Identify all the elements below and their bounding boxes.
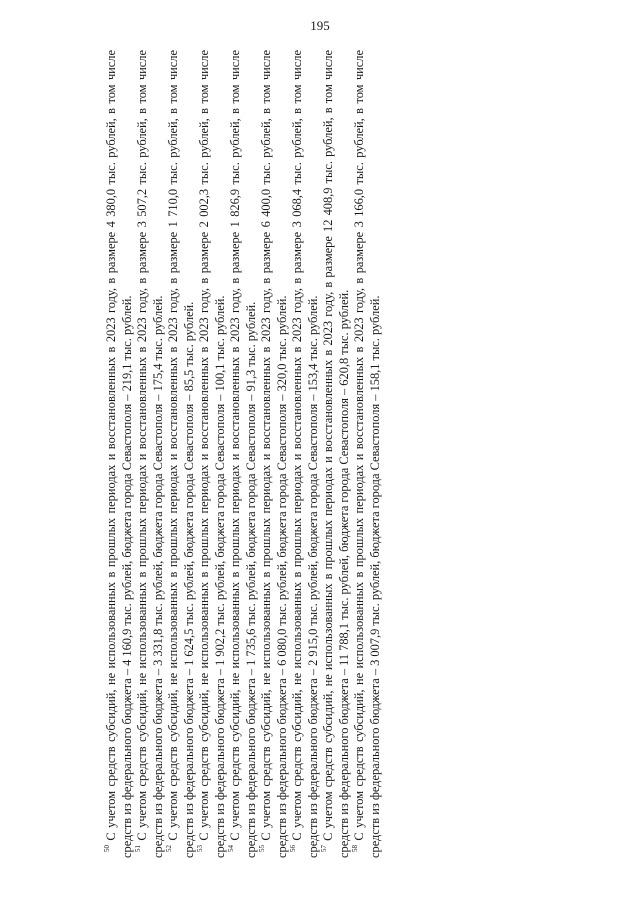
footnote-text: С учетом средств субсидий, не использованных в прошлых периодах и восстановленных в 2023 году, в размере 3 166,0 тыс. рублей, в том числе средств из федерального бюджета – 3 007,9 тыс. рублей, бюджета города Севастополя – 158,1 тыс. рублей. (352, 50, 382, 858)
footnote-57 (321, 50, 352, 858)
footnote-50 (104, 50, 135, 858)
footnote-text: С учетом средств субсидий, не использованных в прошлых периодах и восстановленных в 2023 году, в размере 12 408,9 тыс. рублей, в том числе средств из федерального бюджета – 11 788,1 тыс. рублей, бюджета города Севастополя – 620,8 тыс. рублей. (321, 50, 351, 858)
footnote-54 (228, 50, 259, 858)
footnote-marker: 50 (102, 845, 111, 852)
footnotes-block (104, 50, 383, 858)
page-number: 195 (310, 18, 330, 33)
footnote-marker: 52 (164, 845, 173, 852)
footnote-text: С учетом средств субсидий, не использованных в прошлых периодах и восстановленных в 2023 году, в размере 1 710,0 тыс. рублей, в том числе средств из федерального бюджета – 1 624,5 тыс. рублей, бюджета города Севастополя – 85,5 тыс. рублей. (166, 50, 196, 858)
footnote-55 (259, 50, 290, 858)
footnote-marker: 55 (257, 845, 266, 852)
footnote-58 (352, 50, 383, 858)
footnote-52 (166, 50, 197, 858)
footnote-text: С учетом средств субсидий, не использованных в прошлых периодах и восстановленных в 2023 году, в размере 2 002,3 тыс. рублей, в том числе средств из федерального бюджета – 1 902,2 тыс. рублей, бюджета города Севастополя – 100,1 тыс. рублей. (197, 50, 227, 858)
footnote-marker: 53 (195, 845, 204, 852)
footnote-text: С учетом средств субсидий, не использованных в прошлых периодах и восстановленных в 2023 году, в размере 6 400,0 тыс. рублей, в том числе средств из федерального бюджета – 6 080,0 тыс. рублей, бюджета города Севастополя – 320,0 тыс. рублей. (259, 50, 289, 858)
footnote-53 (197, 50, 228, 858)
footnote-text: С учетом средств субсидий, не использованных в прошлых периодах и восстановленных в 2023 году, в размере 4 380,0 тыс. рублей, в том числе средств из федерального бюджета – 4 160,9 тыс. рублей, бюджета города Севастополя – 219,1 тыс. рублей. (104, 50, 134, 858)
footnote-marker: 58 (350, 845, 359, 852)
footnote-marker: 54 (226, 845, 235, 852)
footnote-marker: 56 (288, 845, 297, 852)
footnote-56 (290, 50, 321, 858)
footnote-51 (135, 50, 166, 858)
footnote-text: С учетом средств субсидий, не использованных в прошлых периодах и восстановленных в 2023 году, в размере 3 507,2 тыс. рублей, в том числе средств из федерального бюджета – 3 331,8 тыс. рублей, бюджета города Севастополя – 175,4 тыс. рублей. (135, 50, 165, 858)
footnote-marker: 57 (319, 845, 328, 852)
footnote-text: С учетом средств субсидий, не использованных в прошлых периодах и восстановленных в 2023 году, в размере 3 068,4 тыс. рублей, в том числе средств из федерального бюджета – 2 915,0 тыс. рублей, бюджета города Севастополя – 153,4 тыс. рублей. (290, 50, 320, 858)
footnote-text: С учетом средств субсидий, не использованных в прошлых периодах и восстановленных в 2023 году, в размере 1 826,9 тыс. рублей, в том числе средств из федерального бюджета – 1 735,6 тыс. рублей, бюджета города Севастополя – 91,3 тыс. рублей. (228, 50, 258, 858)
footnote-marker: 51 (133, 845, 142, 852)
